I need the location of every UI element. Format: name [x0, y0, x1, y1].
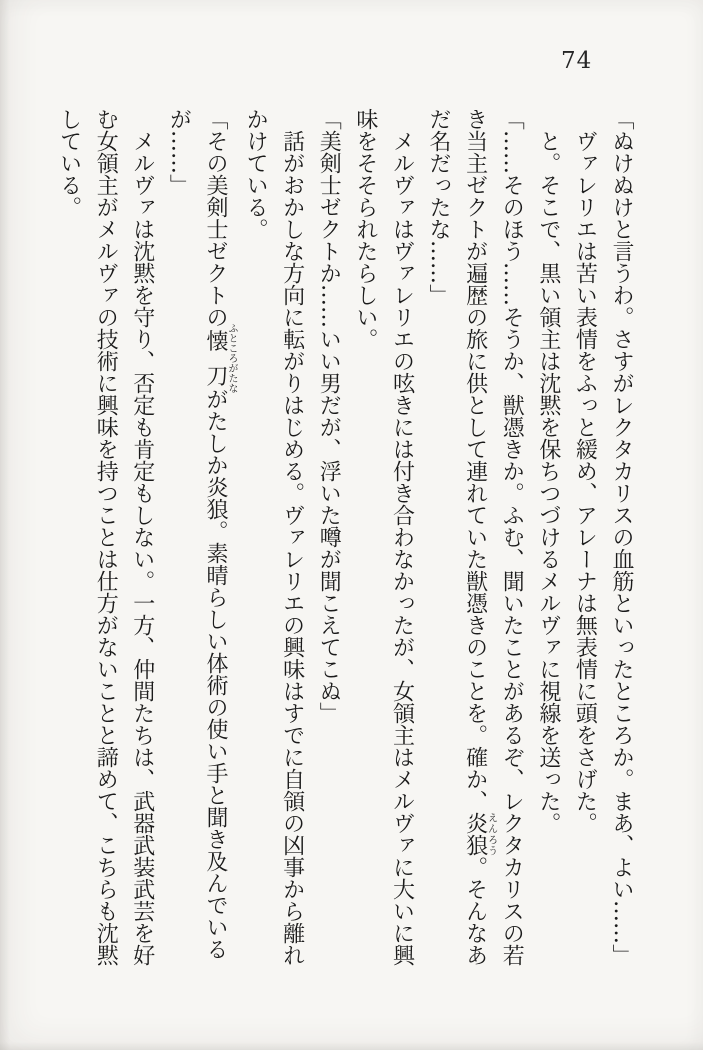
paragraph: 話がおかしな方向に転がりはじめる。ヴァレリエの興味はすでに自領の凶事から離れかけている。	[243, 108, 305, 966]
scan-edge-shading-bottom	[0, 1042, 703, 1050]
furigana-reading: えんろう	[485, 812, 497, 856]
paragraph: メルヴァはヴァレリエの呟きには付き合わなかったが、女領主はメルヴァに大いに興味をそそられたらしい。	[352, 108, 415, 966]
paragraph: 「ぬけぬけと言うわ。さすがレクタカリスの血筋といったところか。まあ、よい……」	[609, 108, 634, 966]
paragraph: 「美剣士ゼクトか……いい男だが、浮いた噂が聞こえてこぬ」	[316, 108, 342, 724]
paragraph: と。そこで、黒い領主は沈黙を保ちつづけるメルヴァに視線を送った。	[535, 130, 561, 834]
furigana-term: 炎狼えんろう	[462, 812, 497, 856]
paragraph: 「……そのほう……そうか、獣憑きか。ふむ、聞いたことがあるぞ、レクタカリスの若き当主ゼクトが遍歴の旅に供として連れていた獣憑きのことを。確か、炎狼えんろう。そんなあだ名だったな……」	[426, 108, 525, 966]
furigana-reading: ふところがたな	[225, 323, 237, 393]
paragraph: ヴァレリエは苦い表情をふっと緩め、アレーナは無表情に頭をさげた。	[572, 130, 598, 834]
scan-edge-shading-left	[0, 0, 10, 1050]
paragraph: メルヴァは沈黙を守り、否定も肯定もしない。一方、仲間たちは、武器武装武芸を好む女領主がメルヴァの技術に興味を持つことは仕方がないことと諦めて、こちらも沈黙している。	[56, 108, 155, 966]
text-block	[51, 108, 639, 967]
furigana-term: 懐刀ふところがたな	[202, 323, 237, 393]
page-number: 74	[561, 48, 593, 74]
paragraph: 「その美剣士ゼクトの懐刀ふところがたながたしか炎狼。素晴らしい体術の使い手と聞き及んでいるが……」	[166, 108, 237, 960]
